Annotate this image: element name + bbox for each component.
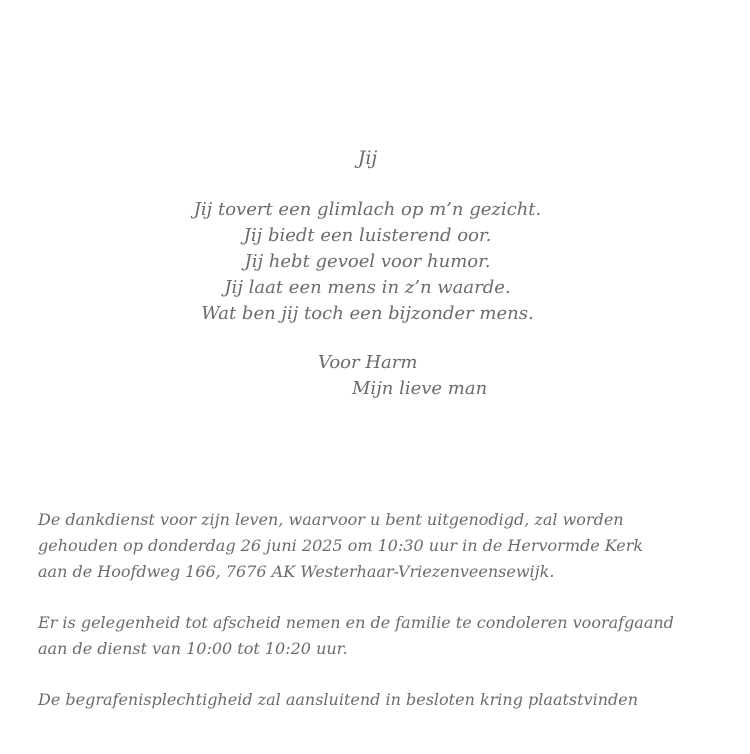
notice-line: aan de dienst van 10:00 tot 10:20 uur. — [38, 639, 348, 658]
condolence-notice — [38, 610, 708, 662]
burial-notice — [38, 687, 708, 713]
poem-line: Wat ben jij toch een bijzonder mens. — [201, 303, 534, 324]
notice-line: Er is gelegenheid tot afscheid nemen en de familie te condoleren voorafgaand — [38, 613, 674, 632]
poem — [0, 197, 735, 327]
poem-line: Jij biedt een luisterend oor. — [243, 225, 492, 246]
service-notice — [38, 507, 708, 585]
notice-line: De begrafenisplechtigheid zal aansluitend in besloten kring plaatstvinden — [38, 690, 639, 709]
poem-title: Jij — [357, 147, 378, 169]
poem-line: Jij tovert een glimlach op m’n gezicht. — [193, 199, 542, 220]
dedication-recipient: Voor Harm — [318, 352, 418, 373]
notice-line: aan de Hoofdweg 166, 7676 AK Westerhaar-Vriezenveensewijk. — [38, 562, 555, 581]
notice-line: De dankdienst voor zijn leven, waarvoor u bent uitgenodigd, zal worden — [38, 510, 624, 529]
poem-line: Jij laat een mens in z’n waarde. — [224, 277, 511, 298]
dedication-relation: Mijn lieve man — [352, 378, 488, 399]
notice-line: gehouden op donderdag 26 juni 2025 om 10:30 uur in de Hervormde Kerk — [38, 536, 644, 555]
poem-line: Jij hebt gevoel voor humor. — [244, 251, 491, 272]
